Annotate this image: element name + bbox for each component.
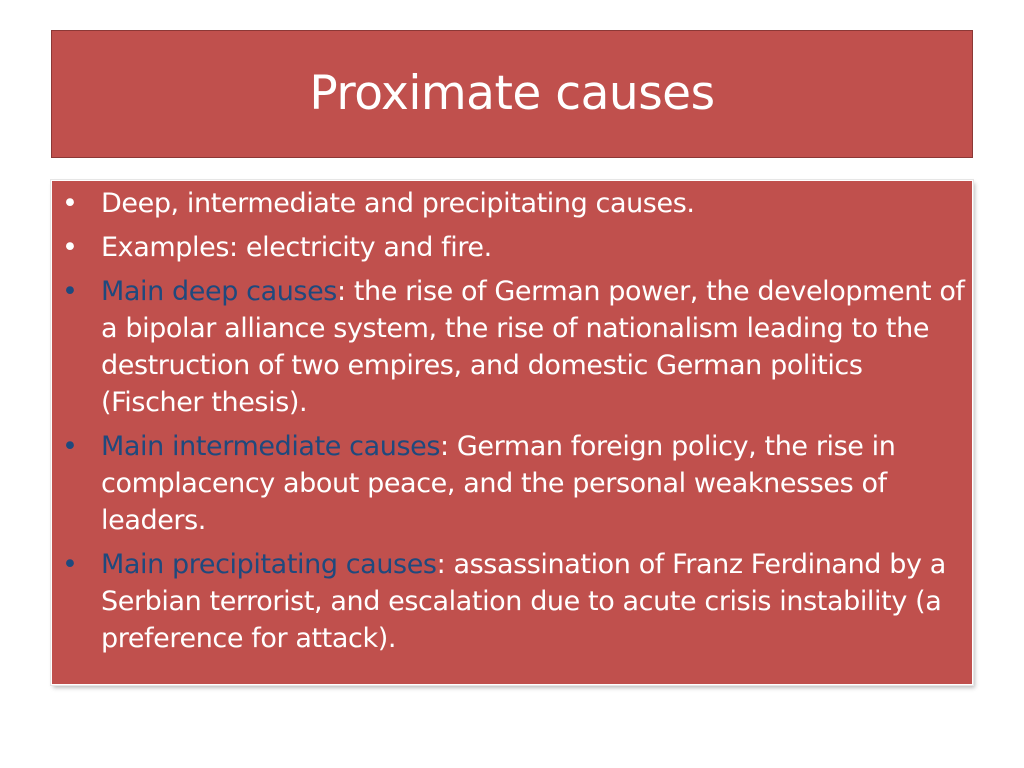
bullet-highlight: Main precipitating causes — [101, 549, 437, 580]
bullet-text: : German foreign policy, the rise in complacency about peace, and the personal weaknesses of leaders. — [101, 431, 896, 536]
bullet-icon: • — [62, 188, 78, 219]
bullet-text: Examples: electricity and fire. — [101, 232, 492, 263]
bullet-icon: • — [62, 232, 78, 263]
bullet-item — [60, 185, 965, 222]
bullet-list — [60, 185, 965, 664]
bullet-icon: • — [62, 549, 78, 580]
bullet-item — [60, 273, 965, 421]
bullet-text: : assassination of Franz Ferdinand by a Serbian terrorist, and escalation due to acute crisis instability (a preference for attack). — [101, 549, 946, 654]
bullet-icon: • — [62, 431, 78, 462]
slide-title: Proximate causes — [309, 65, 715, 121]
title-box — [51, 30, 973, 158]
bullet-text: Deep, intermediate and precipitating causes. — [101, 188, 695, 219]
bullet-highlight: Main intermediate causes — [101, 431, 441, 462]
bullet-item — [60, 428, 965, 539]
bullet-icon: • — [62, 276, 78, 307]
bullet-item — [60, 229, 965, 266]
bullet-text: : the rise of German power, the development of a bipolar alliance system, the rise of nationalism leading to the destruction of two empires, and domestic German politics (Fischer thesis). — [101, 276, 965, 418]
content-box — [51, 180, 973, 685]
bullet-item — [60, 546, 965, 657]
bullet-highlight: Main deep causes — [101, 276, 337, 307]
